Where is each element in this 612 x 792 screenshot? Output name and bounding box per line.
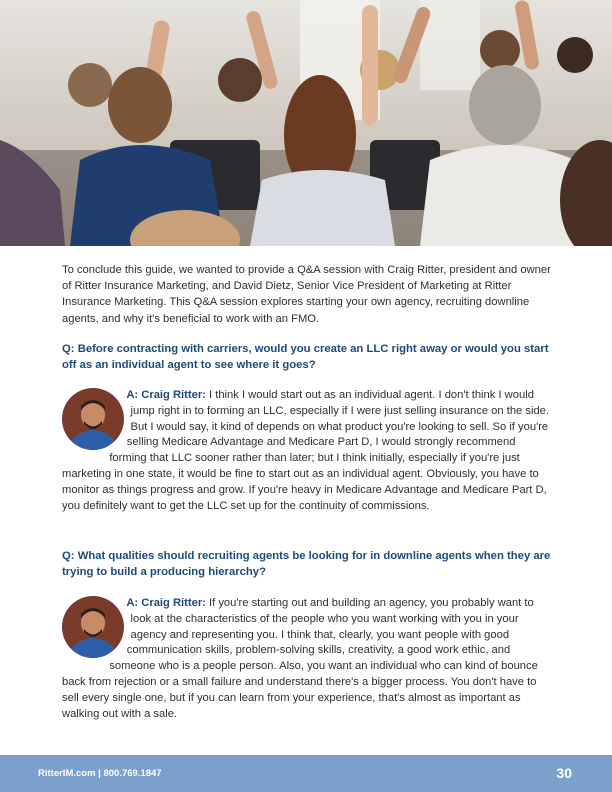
speaker-label: A: Craig Ritter:	[126, 389, 206, 401]
hero-photo	[0, 0, 612, 246]
answer-text: I think I would start out as an individual agent. I don't think I would jump right in to forming an LLC, especially if I were just selling insurance on the side. But I would say, it kind of depends on what product you're looking to sell. So if you're selling Medicare Advantage and Medicare Part D, I would strongly recommend forming that LLC sooner rather than later; but I think initially, especially if you're just marketing in one state, it would be fine to start out as an individual agent. Obviously, you have to monitor as things progress and grow. If you're heavy in Medicare Advantage and Medicare Part D, you definitely want to get the LLC set up for the continuity of commissions.	[62, 389, 550, 512]
footer-contact: RitterIM.com | 800.769.1847	[38, 768, 162, 779]
speaker-headshot	[62, 388, 124, 450]
intro-paragraph: To conclude this guide, we wanted to provide a Q&A session with Craig Ritter, president and owner of Ritter Insurance Marketing, and David Dietz, Senior Vice President of Marketing at Ritter Insurance Marketing. This Q&A session explores starting your own agency, recruiting downline agents, and why it's beneficial to work with an FMO.	[62, 264, 551, 325]
page-number: 30	[556, 765, 572, 781]
answer-2	[62, 596, 552, 722]
question-2: Q: What qualities should recruiting agents be looking for in downline agents when they are trying to build a producing hierarchy?	[62, 550, 551, 579]
answer-text: If you're starting out and building an agency, you probably want to look at the characteristics of the people who you want working with you in your agency and representing you. I think that, clearly, you want people with good communication skills, problem-solving skills, creativity, a good work ethic, and someone who is a people person. Also, you want an individual who can kind of bounce back from rejection or a small failure and understand there's a bigger process. You don't have to sell every single one, but if you can learn from your experience, that's almost as important as walking out with a sale.	[62, 597, 538, 720]
intro-section	[62, 262, 552, 327]
speaker-headshot	[62, 596, 124, 658]
audience-illustration	[0, 0, 612, 246]
page-footer	[0, 755, 612, 792]
avatar	[62, 596, 124, 658]
speaker-label: A: Craig Ritter:	[126, 597, 206, 609]
answer-1	[62, 388, 552, 514]
question-1: Q: Before contracting with carriers, would you create an LLC right away or would you start off as an individual agent to see where it goes?	[62, 343, 549, 372]
avatar	[62, 388, 124, 450]
